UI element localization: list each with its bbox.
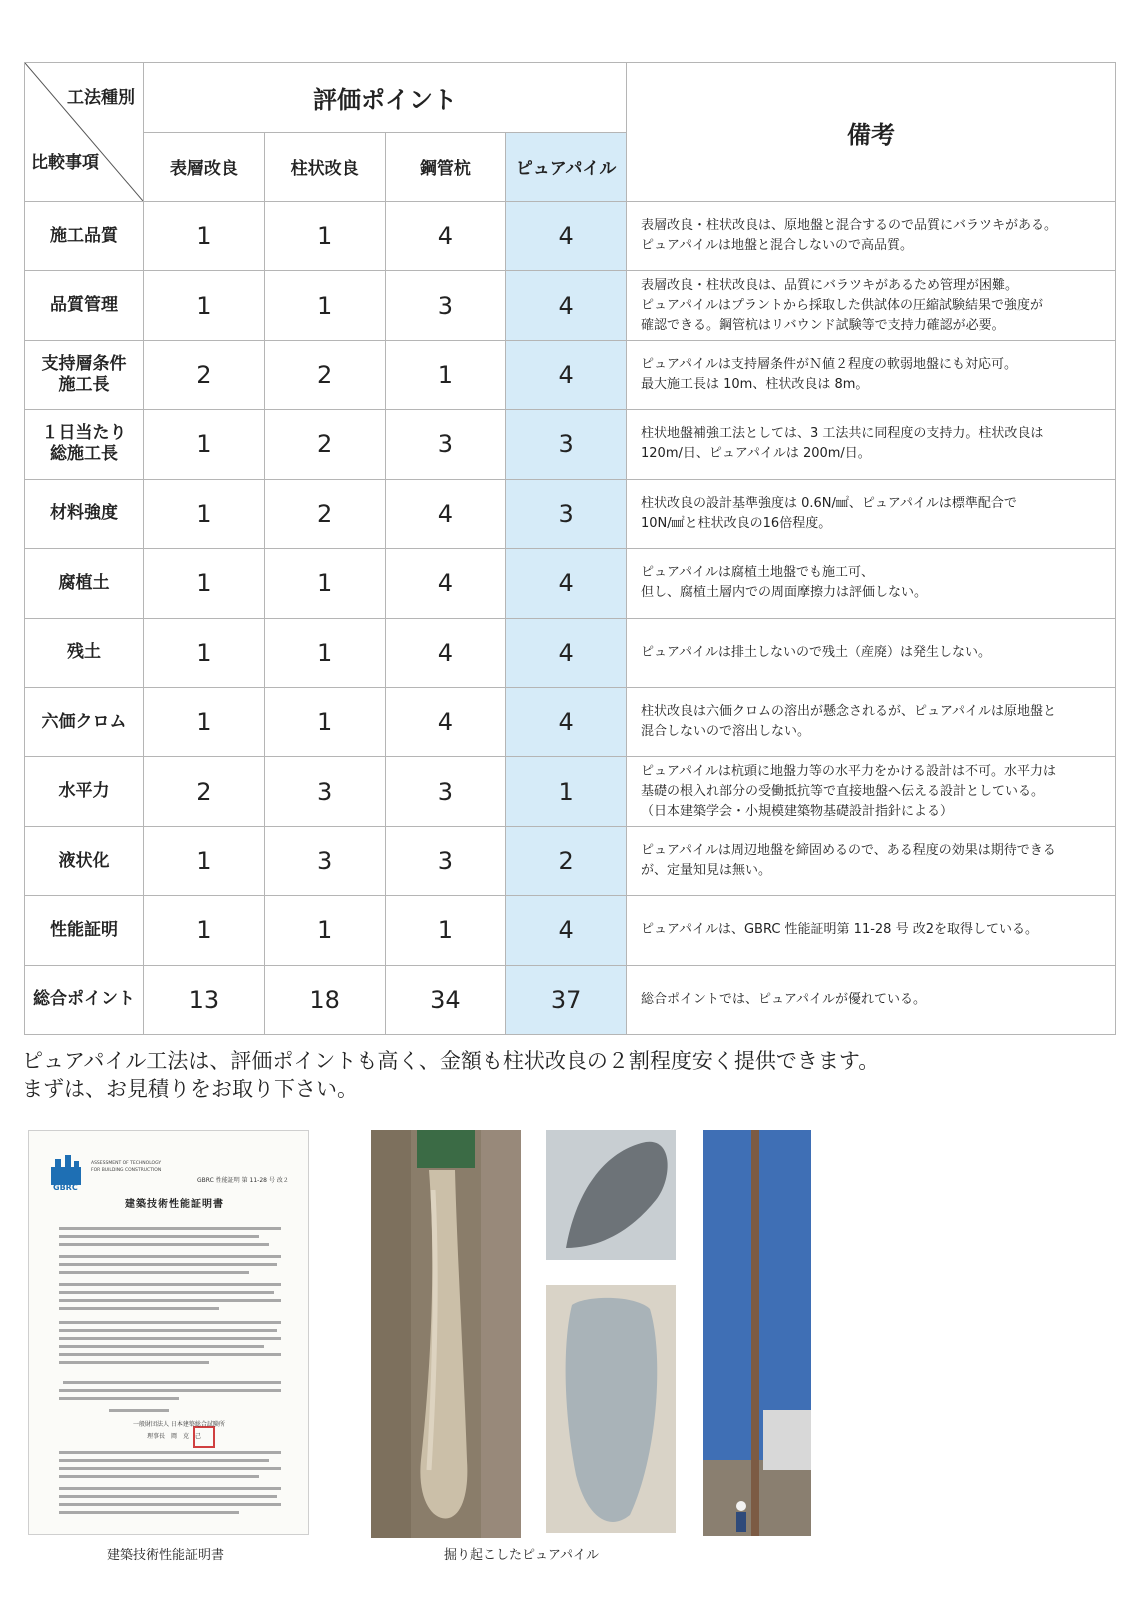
remark-line: ピュアパイルは杭頭に地盤力等の水平力をかける設計は不可。水平力は [641,763,1056,779]
row-item-line: 施工品質 [50,225,118,246]
remark-line: 柱状改良の設計基準強度は 0.6N/㎟、ピュアパイルは標準配合で [641,495,1017,511]
score-steel-pipe-pile: 3 [385,826,506,895]
table-row [25,965,1116,1035]
score-column-improvement: 1 [264,202,385,271]
score-steel-pipe-pile: 1 [385,340,506,409]
row-item-line: 残土 [67,642,101,663]
score-steel-pipe-pile: 3 [385,757,506,826]
score-steel-pipe-pile: 4 [385,202,506,271]
row-remark [627,896,1116,965]
score-surface-improvement: 1 [144,687,265,756]
pile-section-top-graphic [546,1130,676,1260]
score-surface-improvement: 2 [144,757,265,826]
remark-line: 基礎の根入れ部分の受働抵抗等で直接地盤へ伝える設計としている。 [641,783,1045,799]
summary-line: ピュアパイル工法は、評価ポイントも高く、金額も柱状改良の２割程度安く提供できます。 [22,1049,880,1073]
certificate-org-en: ASSESSMENT OF TECHNOLOGY [91,1161,162,1166]
row-remark [627,687,1116,756]
score-surface-improvement: 1 [144,618,265,687]
row-remark [627,340,1116,409]
remark-line: ピュアパイルはプラントから採取した供試体の圧縮試験結果で強度が [641,297,1043,313]
certificate-image [28,1130,309,1535]
pile-graphic [371,1130,521,1538]
remark-line: 10N/㎟と柱状改良の16倍程度。 [641,515,832,531]
row-item-label [25,479,144,548]
score-pure-pile: 4 [506,549,627,618]
score-column-improvement: 1 [264,549,385,618]
remark-line: ピュアパイルは支持層条件がＮ値２程度の軟弱地盤にも対応可。 [641,357,1017,373]
table-body [25,202,1116,1035]
score-surface-improvement: 1 [144,549,265,618]
remark-line: 混合しないので溶出しない。 [641,724,811,740]
table-row [25,340,1116,409]
row-item-line: 品質管理 [50,295,118,316]
row-remark [627,618,1116,687]
score-pure-pile: 2 [506,826,627,895]
score-surface-improvement: 1 [144,826,265,895]
score-pure-pile: 4 [506,896,627,965]
standing-pile-graphic [703,1130,811,1536]
method-header-column-improvement: 柱状改良 [264,132,385,202]
remark-line: 120m/日、ピュアパイルは 200m/日。 [641,446,871,462]
row-item-line: 水平力 [58,781,110,802]
score-pure-pile: 37 [506,965,627,1035]
header-corner-cell [25,63,144,202]
certificate-signer: 一般財団法人 日本建築総合試験所 [133,1421,225,1428]
score-pure-pile: 4 [506,202,627,271]
score-column-improvement: 3 [264,826,385,895]
score-steel-pipe-pile: 4 [385,687,506,756]
remark-line: 但し、腐植土層内での周面摩擦力は評価しない。 [641,585,928,601]
table-row [25,896,1116,965]
score-column-improvement: 2 [264,410,385,479]
pile-section-top-photo [546,1130,676,1260]
row-item-line: 液状化 [58,850,110,871]
row-item-label [25,271,144,340]
score-steel-pipe-pile: 1 [385,896,506,965]
table-row [25,202,1116,271]
row-item-line: 腐植土 [58,572,110,593]
score-column-improvement: 1 [264,896,385,965]
remark-line: 柱状地盤補強工法としては、3 工法共に同程度の支持力。柱状改良は [641,426,1044,442]
evaluation-points-header: 評価ポイント [144,63,627,133]
standing-pile-photo [703,1130,811,1536]
table-row [25,479,1116,548]
score-steel-pipe-pile: 34 [385,965,506,1035]
row-remark [627,271,1116,340]
row-item-line: 性能証明 [50,919,118,940]
certificate-logo-text: GBRC [53,1183,78,1192]
score-steel-pipe-pile: 4 [385,549,506,618]
score-pure-pile: 4 [506,271,627,340]
score-pure-pile: 3 [506,410,627,479]
row-remark [627,479,1116,548]
certificate-org-en: FOR BUILDING CONSTRUCTION [91,1168,162,1173]
certificate-caption: 建築技術性能証明書 [107,1548,225,1563]
remark-line: 総合ポイントでは、ピュアパイルが優れている。 [641,991,926,1007]
score-steel-pipe-pile: 3 [385,271,506,340]
row-item-label [25,826,144,895]
method-type-label: 工法種別 [67,88,135,108]
row-item-line: 材料強度 [50,503,118,524]
row-item-label [25,202,144,271]
excavated-pile-photo [371,1130,521,1538]
row-remark [627,549,1116,618]
row-remark [627,826,1116,895]
row-item-line: １日当たり [41,423,127,444]
row-remark [627,965,1116,1035]
comparison-item-label: 比較事項 [31,153,99,173]
score-surface-improvement: 1 [144,410,265,479]
score-pure-pile: 3 [506,479,627,548]
row-item-label [25,410,144,479]
remarks-header: 備考 [627,63,1116,202]
pile-section-bottom-photo [546,1285,676,1533]
table-row [25,826,1116,895]
remark-line: ピュアパイルは腐植土地盤でも施工可、 [641,565,874,581]
score-steel-pipe-pile: 4 [385,618,506,687]
certificate-number: GBRC 性能証明 第 11-28 号 改２ [197,1177,289,1184]
remark-line: 表層改良・柱状改良は、原地盤と混合するので品質にバラツキがある。 [641,218,1058,234]
method-header-surface-improvement: 表層改良 [144,132,265,202]
row-item-label [25,687,144,756]
row-item-label [25,618,144,687]
row-item-label [25,896,144,965]
summary-line: まずは、お見積りをお取り下さい。 [22,1077,358,1101]
table-row [25,618,1116,687]
comparison-table [24,62,1116,1035]
table-row [25,757,1116,826]
remark-line: 確認できる。鋼管杭はリバウンド試験等で支持力確認が必要。 [641,317,1005,333]
score-column-improvement: 2 [264,340,385,409]
score-steel-pipe-pile: 4 [385,479,506,548]
remark-line: （日本建築学会・小規模建築物基礎設計指針による） [641,803,954,819]
score-surface-improvement: 1 [144,202,265,271]
score-surface-improvement: 1 [144,271,265,340]
row-item-line: 総施工長 [50,444,118,465]
method-header-pure-pile: ピュアパイル [506,132,627,202]
score-surface-improvement: 2 [144,340,265,409]
score-surface-improvement: 1 [144,896,265,965]
pile-section-bottom-graphic [546,1285,676,1533]
certificate-title: 建築技術性能証明書 [125,1199,224,1210]
table-row [25,549,1116,618]
row-item-line: 総合ポイント [33,989,135,1010]
table-row [25,271,1116,340]
row-item-label [25,965,144,1035]
score-column-improvement: 1 [264,271,385,340]
row-item-line: 六価クロム [41,711,127,732]
certificate-signer-name: 理事長 岡 克 己 [147,1433,202,1440]
score-pure-pile: 4 [506,340,627,409]
method-header-steel-pipe-pile: 鋼管杭 [385,132,506,202]
row-remark [627,757,1116,826]
score-column-improvement: 3 [264,757,385,826]
score-column-improvement: 1 [264,618,385,687]
row-item-line: 施工長 [58,375,110,396]
score-column-improvement: 2 [264,479,385,548]
row-item-label [25,757,144,826]
table-row [25,687,1116,756]
table-row [25,410,1116,479]
score-surface-improvement: 13 [144,965,265,1035]
row-item-label [25,340,144,409]
score-pure-pile: 4 [506,687,627,756]
remark-line: ピュアパイルは地盤と混合しないので高品質。 [641,238,913,254]
row-item-label [25,549,144,618]
remark-line: 表層改良・柱状改良は、品質にバラツキがあるため管理が困難。 [641,277,1019,293]
remark-line: 柱状改良は六価クロムの溶出が懸念されるが、ピュアパイルは原地盤と [641,704,1056,720]
summary-text [22,1047,879,1103]
pile-caption: 掘り起こしたピュアパイル [444,1548,599,1563]
remark-line: が、定量知見は無い。 [641,863,772,878]
score-pure-pile: 4 [506,618,627,687]
row-remark [627,410,1116,479]
score-pure-pile: 1 [506,757,627,826]
score-column-improvement: 1 [264,687,385,756]
score-column-improvement: 18 [264,965,385,1035]
remark-line: ピュアパイルは周辺地盤を締固めるので、ある程度の効果は期待できる [641,843,1056,858]
score-surface-improvement: 1 [144,479,265,548]
remark-line: ピュアパイルは排土しないので残土（産廃）は発生しない。 [641,644,991,660]
row-item-line: 支持層条件 [41,354,127,375]
score-steel-pipe-pile: 3 [385,410,506,479]
row-remark [627,202,1116,271]
remark-line: 最大施工長は 10m、柱状改良は 8m。 [641,377,869,393]
remark-line: ピュアパイルは、GBRC 性能証明第 11-28 号 改2を取得している。 [641,922,1038,938]
